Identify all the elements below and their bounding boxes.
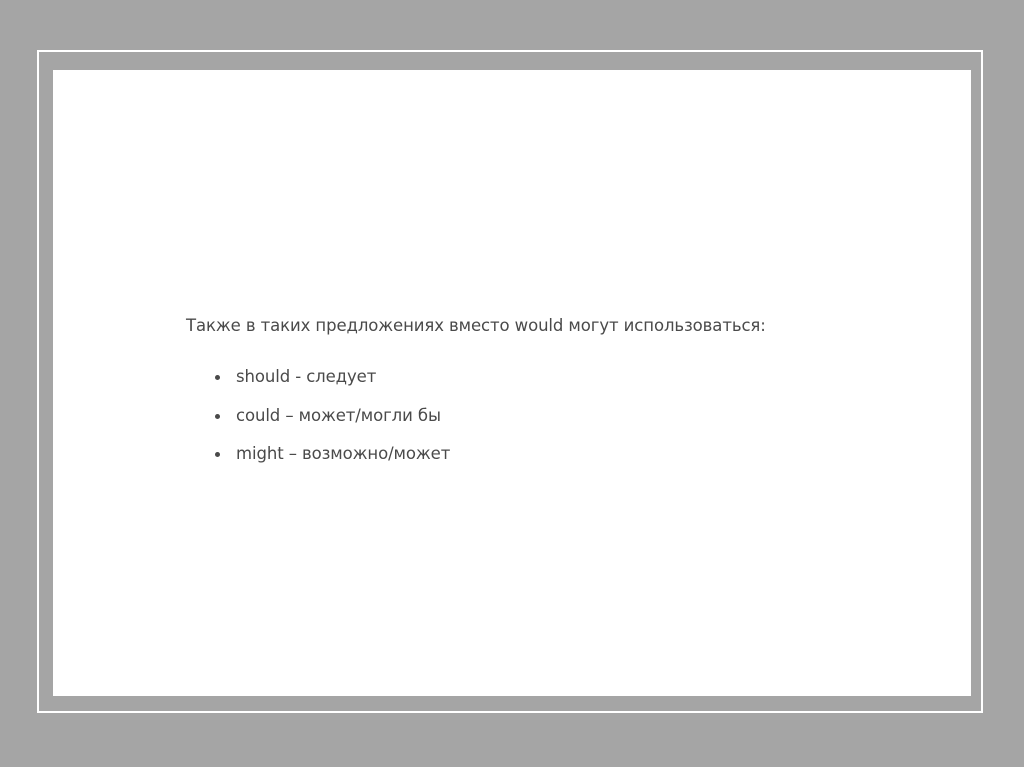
list-item [215, 405, 450, 444]
list-item-label: could – может/могли бы [236, 405, 441, 425]
list-item-label: might – возможно/может [236, 444, 451, 463]
bullet-dot-icon [215, 452, 220, 457]
intro-text: Также в таких предложениях вместо would могут использоваться: [186, 316, 766, 335]
bullet-list [215, 366, 450, 482]
bullet-dot-icon [215, 375, 220, 380]
list-item [215, 366, 450, 405]
list-item [215, 443, 450, 482]
list-item-label: should - следует [236, 367, 377, 386]
bullet-dot-icon [215, 414, 220, 419]
slide-content [53, 70, 971, 696]
